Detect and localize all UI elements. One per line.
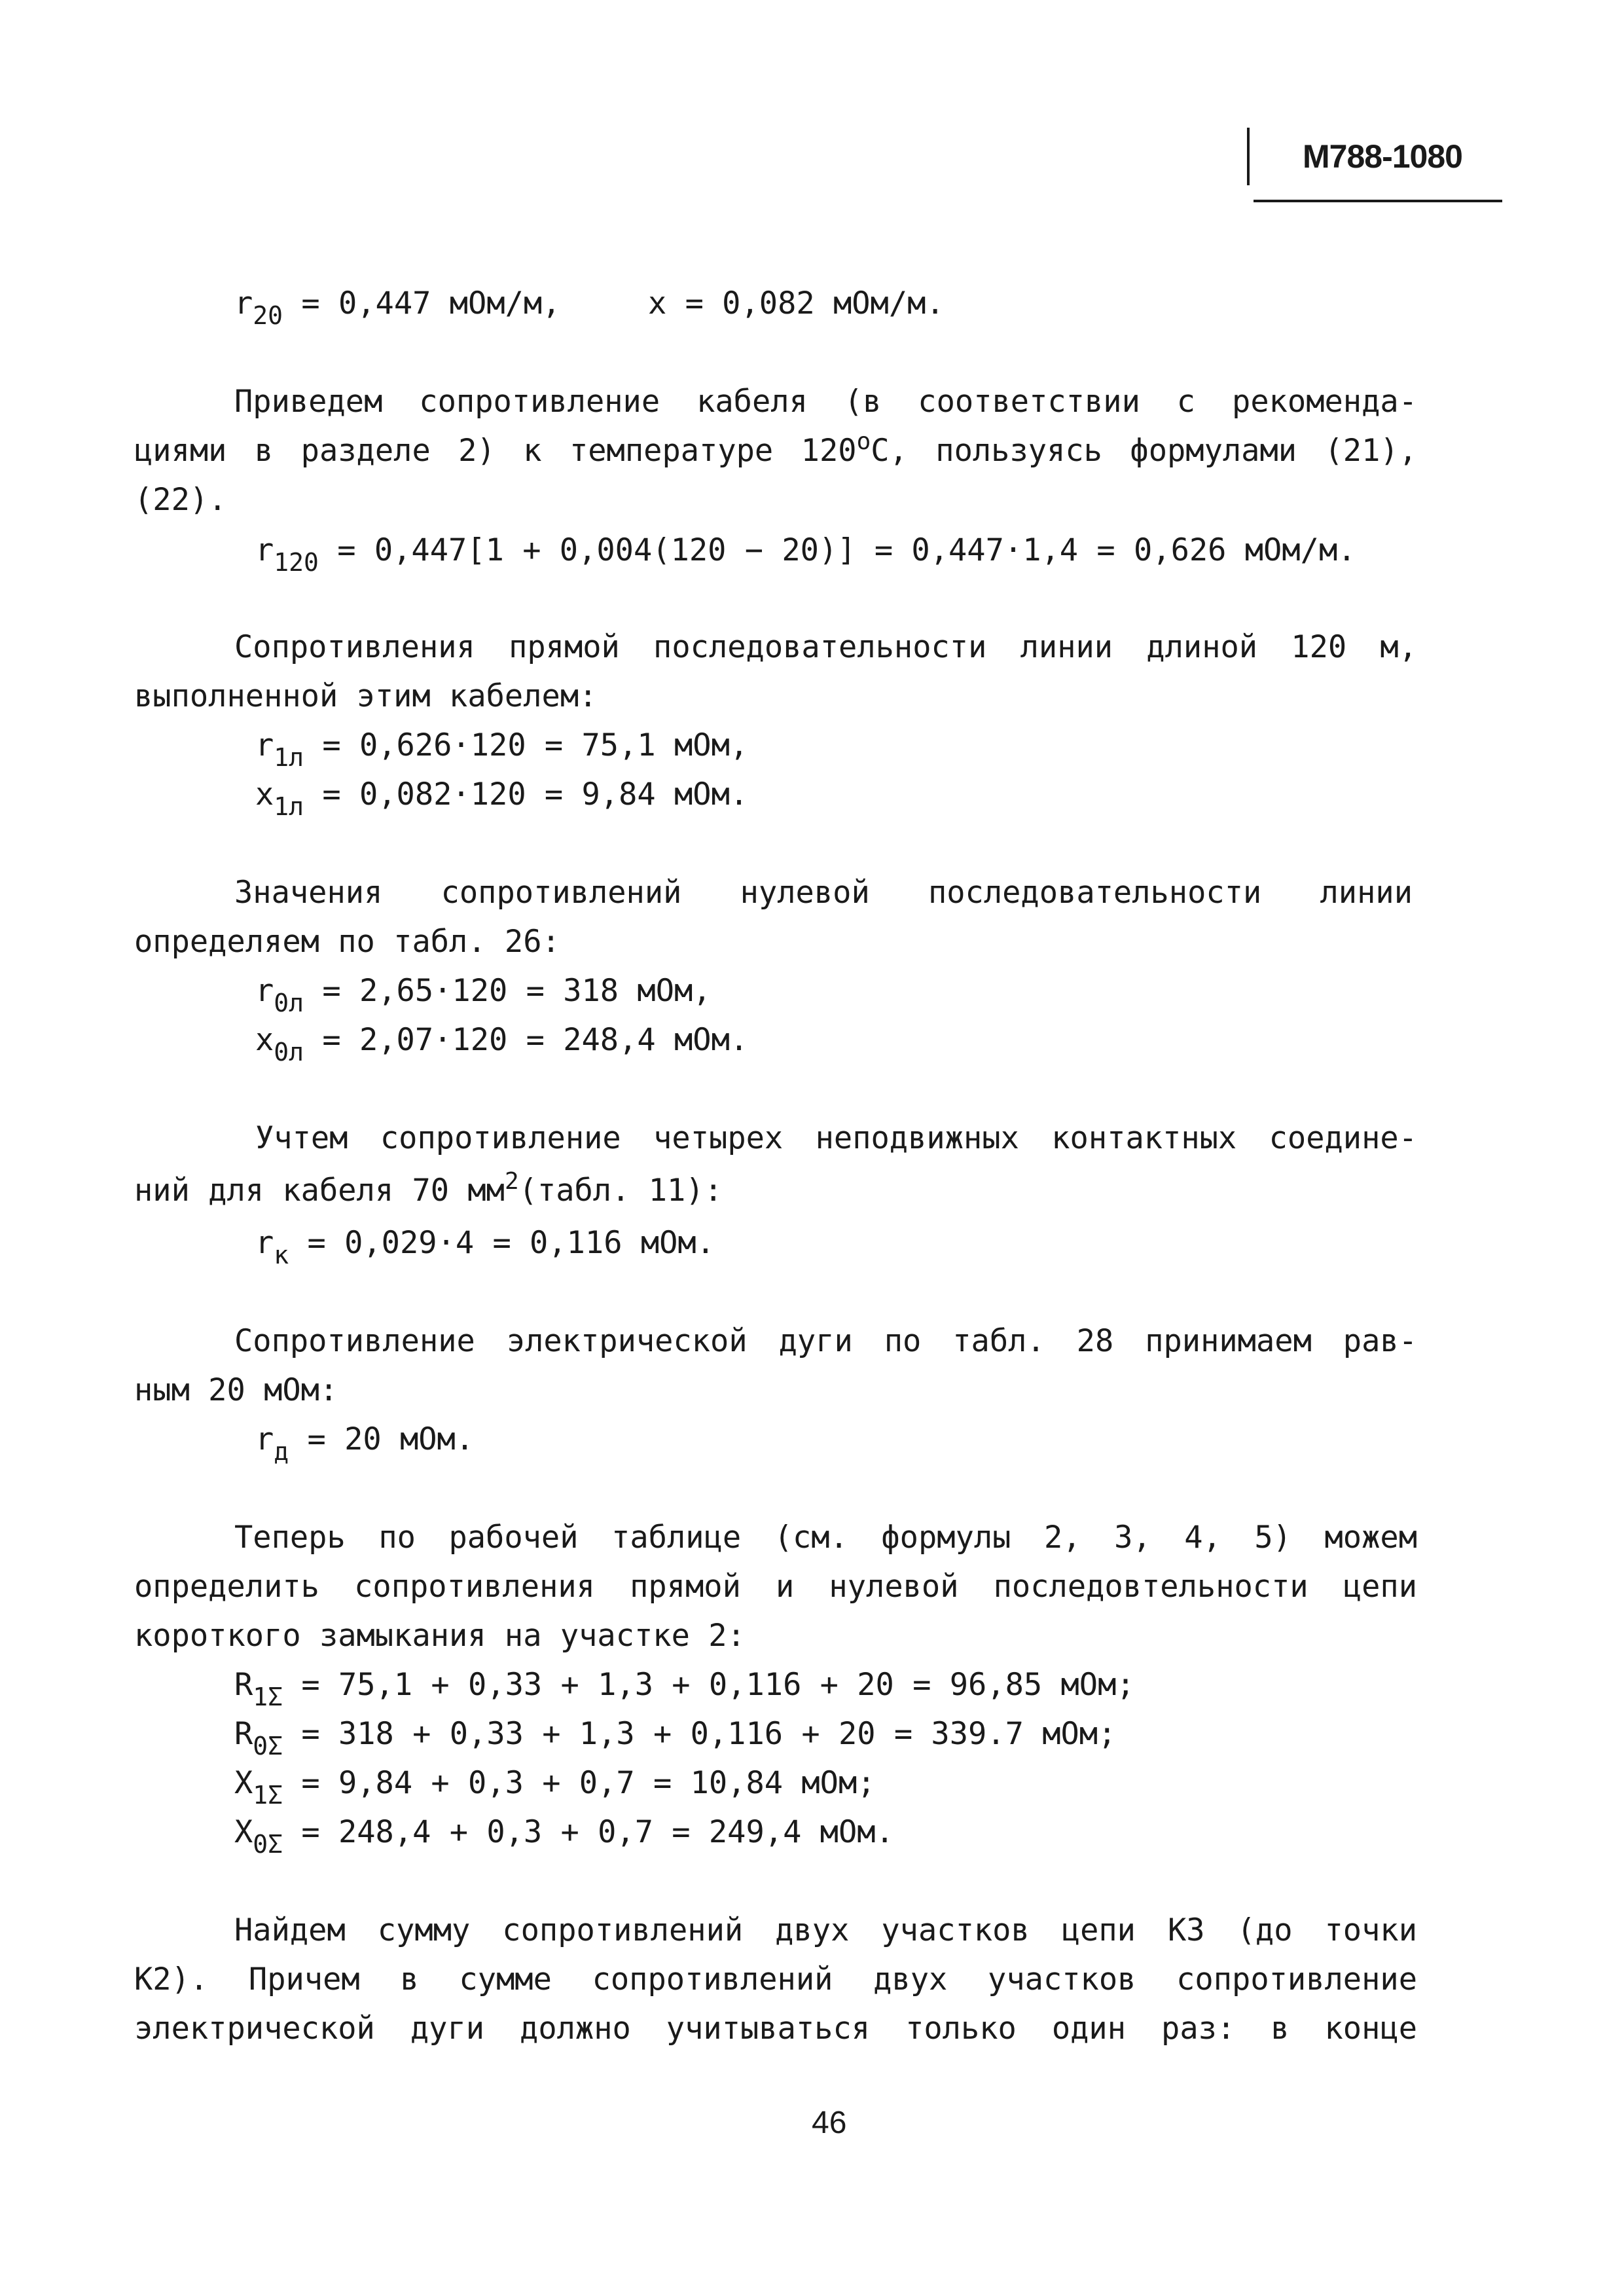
paragraph-7-line-2: К2). Причем в сумме сопротивлений двух участков сопротивление (134, 1961, 1417, 1997)
formula-x1l: $x_{1л} = 0,082\cdot 120 = 9,84$ мОм. (255, 776, 749, 821)
formula-R0sum: $R_{0\Sigma} = 318 + 0,33 + 1,3 + 0,116 + 20 = 339.7$ мОм; (234, 1716, 1117, 1760)
paragraph-6-line-3: короткого замыкания на участке 2: (134, 1618, 746, 1654)
formula-r1l: $r_{1л} = 0,626\cdot 120 = 75,1$ мОм, (255, 727, 749, 772)
formula-rd: $r_д = 20$ мОм. (255, 1421, 475, 1466)
formula-X1sum: $X_{1\Sigma} = 9,84 + 0,3 + 0,7 = 10,84$ мОм; (234, 1765, 876, 1810)
paragraph-5-line-1: Сопротивление электрической дуги по табл. 28 принимаем рав- (234, 1323, 1417, 1359)
document-code: М788-1080 (1303, 138, 1462, 175)
formula-rk: $r_к = 0,029\cdot 4 = 0,116$ мОм. (255, 1225, 715, 1269)
paragraph-5-line-2: ным 20 мОм: (134, 1372, 338, 1408)
paragraph-6-line-1: Теперь по рабочей таблице (см. формулы 2, 3, 4, 5) можем (234, 1520, 1417, 1556)
formula-R1sum: $R_{1\Sigma} = 75,1 + 0,33 + 1,3 + 0,116 + 20 = 96,85$ мОм; (234, 1667, 1135, 1711)
formula-r0l: $r_{0л} = 2,65\cdot 120 = 318$ мОм, (255, 973, 712, 1017)
paragraph-1-line-2: циями в разделе 2) к температуре $120^оС$, пользуясь формулами (21), (134, 428, 1417, 469)
formula-X0sum: $X_{0\Sigma} = 248,4 + 0,3 + 0,7 = 249,4$ мОм. (234, 1814, 894, 1859)
page-number: 46 (812, 2105, 847, 2140)
paragraph-3-line-2: определяем по табл. 26: (134, 924, 560, 960)
paragraph-4-line-1: Учтем сопротивление четырех неподвижных контактных соедине- (255, 1120, 1417, 1156)
paragraph-2-line-1: Сопротивления прямой последовательности линии длиной 120 м, (234, 629, 1417, 665)
paragraph-1-line-3: (22). (134, 482, 227, 518)
paragraph-7-line-1: Найдем сумму сопротивлений двух участков цепи КЗ (до точки (234, 1912, 1417, 1948)
paragraph-1-line-1: Приведем сопротивление кабеля (в соответствии с рекоменда- (234, 384, 1417, 420)
paragraph-6-line-2: определить сопротивления прямой и нулевой последовтельности цепи (134, 1569, 1417, 1605)
paragraph-3-line-1: Значения сопротивлений нулевой последовательности линии (234, 875, 1413, 911)
formula-x0l: $x_{0л} = 2,07\cdot 120 = 248,4$ мОм. (255, 1022, 749, 1066)
header-vertical-rule (1247, 128, 1250, 185)
header-horizontal-rule (1254, 200, 1502, 202)
formula-r20: $r_{20} = 0,447$ мОм/м, (234, 285, 561, 330)
paragraph-2-line-2: выполненной этим кабелем: (134, 678, 598, 714)
formula-r120: $r_{120} = 0,447[1 + 0,004(120 - 20)] = 0,447\cdot 1,4 = 0,626$ мОм/м. (255, 532, 1356, 577)
paragraph-7-line-3: электрической дуги должно учитываться только один раз: в конце (134, 2011, 1417, 2047)
paragraph-4-line-2: ний для кабеля 70 $мм^2(табл$. 11): (134, 1168, 723, 1209)
formula-x: x = 0,082 мОм/м. (648, 285, 945, 321)
